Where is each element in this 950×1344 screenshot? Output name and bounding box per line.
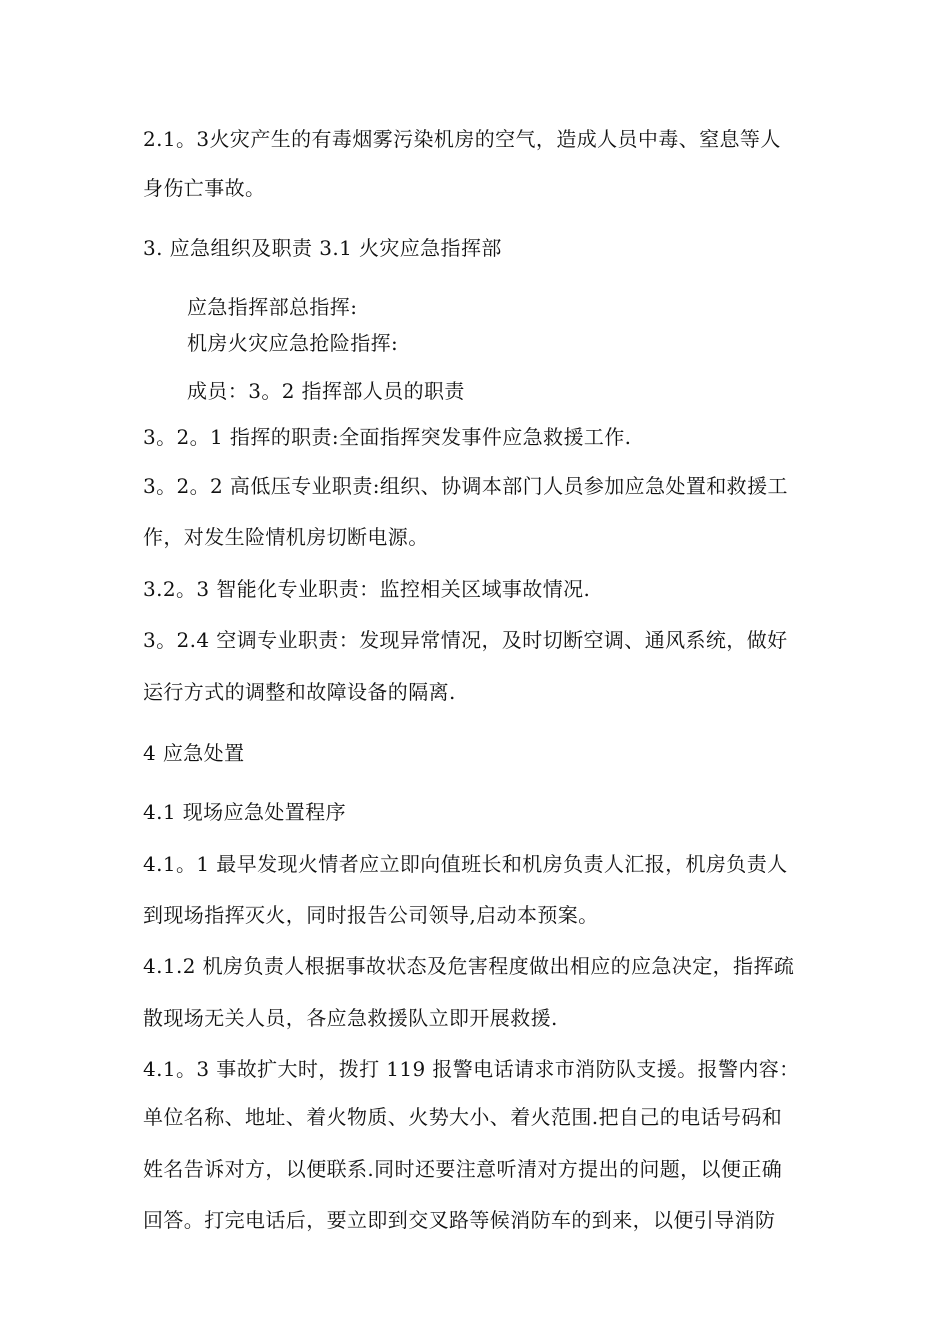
text-line-6: 成员：3。2 指挥部人员的职责 xyxy=(187,379,465,403)
text-line-20: 单位名称、地址、着火物质、火势大小、着火范围.把自己的电话号码和 xyxy=(143,1105,783,1129)
text-line-18: 散现场无关人员，各应急救援队立即开展救援. xyxy=(143,1006,558,1030)
text-line-22: 回答。打完电话后，要立即到交叉路等候消防车的到来，以便引导消防 xyxy=(143,1208,776,1232)
text-line-19: 4.1。3 事故扩大时，拨打 119 报警电话请求市消防队支援。报警内容： xyxy=(143,1057,800,1081)
text-line-14: 4.1 现场应急处置程序 xyxy=(143,800,346,824)
text-line-4: 应急指挥部总指挥: xyxy=(187,295,358,319)
text-line-1: 2.1。3火灾产生的有毒烟雾污染机房的空气，造成人员中毒、窒息等人 xyxy=(143,127,781,151)
text-line-3: 3. 应急组织及职责 3.1 火灾应急指挥部 xyxy=(143,236,502,260)
text-line-16: 到现场指挥灭火，同时报告公司领导,启动本预案。 xyxy=(143,903,599,927)
text-line-7: 3。2。1 指挥的职责:全面指挥突发事件应急救援工作. xyxy=(143,425,632,449)
text-line-12: 运行方式的调整和故障设备的隔离. xyxy=(143,680,456,704)
text-line-8: 3。2。2 高低压专业职责:组织、协调本部门人员参加应急处置和救援工 xyxy=(143,474,788,498)
text-line-9: 作，对发生险情机房切断电源。 xyxy=(143,525,429,549)
text-line-10: 3.2。3 智能化专业职责：监控相关区域事故情况. xyxy=(143,577,591,601)
text-line-21: 姓名告诉对方，以便联系.同时还要注意听清对方提出的问题，以便正确 xyxy=(143,1157,783,1181)
text-line-15: 4.1。1 最早发现火情者应立即向值班长和机房负责人汇报，机房负责人 xyxy=(143,852,788,876)
text-line-2: 身伤亡事故。 xyxy=(143,176,266,200)
text-line-5: 机房火灾应急抢险指挥: xyxy=(187,331,399,355)
text-line-11: 3。2.4 空调专业职责：发现异常情况，及时切断空调、通风系统，做好 xyxy=(143,628,788,652)
text-line-13: 4 应急处置 xyxy=(143,741,245,765)
text-line-17: 4.1.2 机房负责人根据事故状态及危害程度做出相应的应急决定，指挥疏 xyxy=(143,954,795,978)
